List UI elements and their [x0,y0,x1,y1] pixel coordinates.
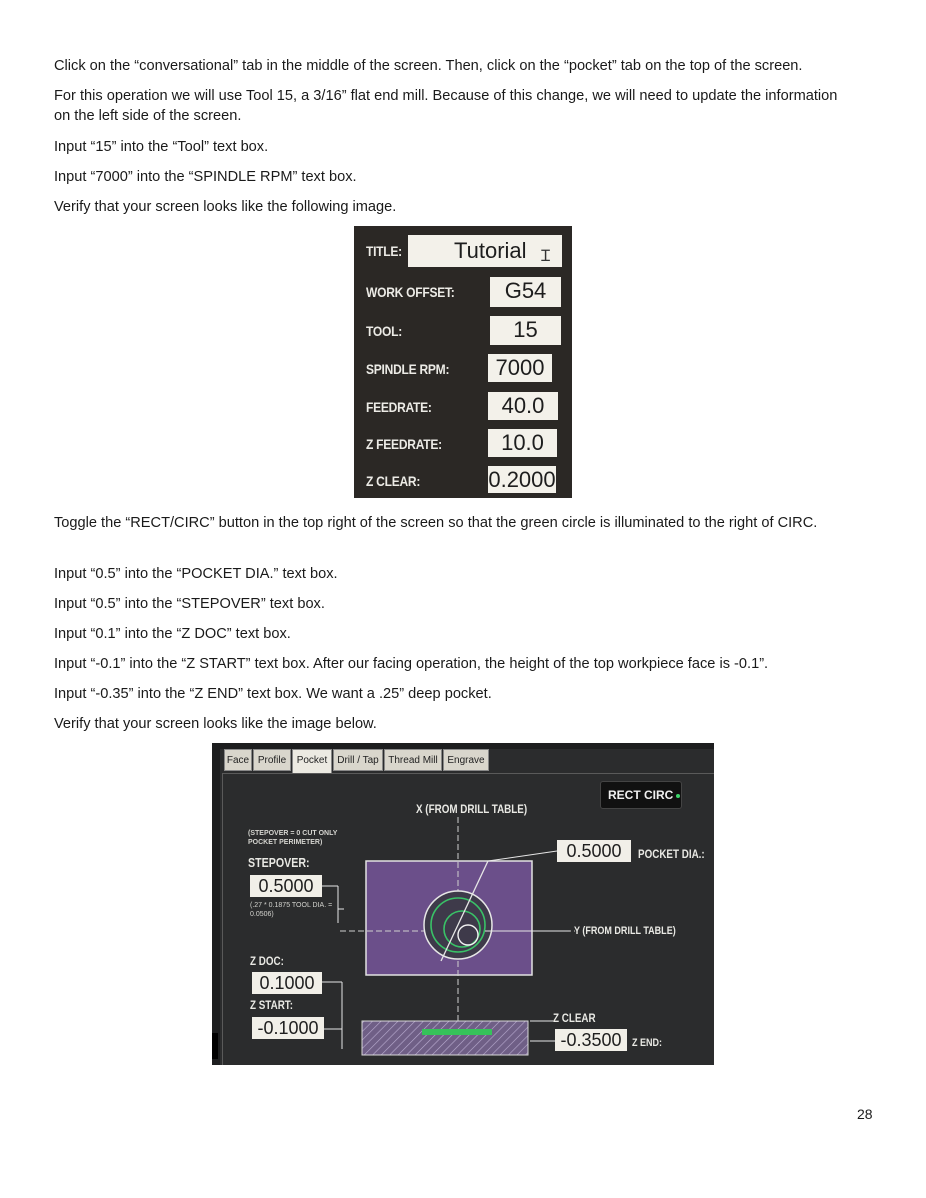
instruction-input-rpm: Input “7000” into the “SPINDLE RPM” text box. [54,169,357,185]
tool-field[interactable]: 15 [490,316,561,345]
pocket-screen [220,749,714,1065]
x-axis-label: X (FROM DRILL TABLE) [416,802,528,816]
circ-indicator-icon [676,794,680,798]
tool-label: TOOL: [366,323,402,339]
page-number: 28 [857,1106,873,1122]
pocket-screen-photo [212,743,714,1065]
tab-pocket[interactable]: Pocket [292,749,332,774]
z-start-field[interactable]: -0.1000 [252,1017,324,1039]
z-clear-label-screen: Z CLEAR [553,1011,596,1025]
work-offset-label: WORK OFFSET: [366,284,455,300]
instruction-input-pocket-dia: Input “0.5” into the “POCKET DIA.” text box. [54,566,338,582]
stepover-label: STEPOVER: [248,855,310,870]
tool-row [354,316,572,346]
instruction-verify-1: Verify that your screen looks like the following image. [54,199,397,215]
stepover-hint: (.27 * 0.1875 TOOL DIA. = 0.0506) [250,902,333,918]
feedrate-label: FEEDRATE: [366,399,432,415]
instruction-input-tool: Input “15” into the “Tool” text box. [54,139,269,155]
tab-drill-tap[interactable]: Drill / Tap [333,749,383,771]
spindle-rpm-row [354,354,572,384]
instruction-toggle-rect-circ: Toggle the “RECT/CIRC” button in the top right of the screen so that the green circle is illuminated to the right of CIRC. [54,515,818,531]
z-clear-label: Z CLEAR: [366,473,421,489]
instruction-input-z-doc: Input “0.1” into the “Z DOC” text box. [54,626,291,642]
rect-circ-toggle[interactable] [600,781,682,809]
text-cursor-icon: Ɪ [541,248,550,265]
pocket-dia-field[interactable]: 0.5000 [557,840,631,862]
tab-face[interactable]: Face [224,749,252,771]
pocket-dia-label: POCKET DIA.: [638,847,705,861]
title-label: TITLE: [366,243,402,259]
z-end-label: Z END: [632,1037,663,1049]
stepover-note: (STEPOVER = 0 CUT ONLY POCKET PERIMETER) [248,830,338,846]
title-field[interactable] [408,235,562,267]
z-doc-field[interactable]: 0.1000 [252,972,322,994]
z-feedrate-label: Z FEEDRATE: [366,436,442,452]
z-clear-row [354,466,572,496]
z-end-field[interactable]: -0.3500 [555,1029,627,1051]
tab-engrave[interactable]: Engrave [443,749,489,771]
instruction-conversational-tab: Click on the “conversational” tab in the middle of the screen. Then, click on the “pocket” tab on the top of the screen. [54,58,803,74]
instruction-input-stepover: Input “0.5” into the “STEPOVER” text box. [54,596,325,612]
instruction-input-z-start: Input “-0.1” into the “Z START” text box. After our facing operation, the height of the top workpiece face is -0.1”. [54,656,769,672]
spindle-rpm-field[interactable]: 7000 [488,354,552,382]
z-feedrate-row [354,429,572,459]
bezel-edge [212,1033,218,1059]
feedrate-field[interactable]: 40.0 [488,392,558,420]
tab-thread-mill[interactable]: Thread Mill [384,749,442,771]
z-doc-label: Z DOC: [250,954,284,968]
feedrate-row [354,392,572,422]
parameter-panel-photo [354,226,572,498]
tab-profile[interactable]: Profile [253,749,291,771]
work-offset-field[interactable]: G54 [490,277,561,307]
z-clear-field[interactable]: 0.2000 [488,467,556,492]
instruction-tool-change: For this operation we will use Tool 15, a 3/16” flat end mill. Because of this change, we will need to update the information on the left side of the screen. [54,88,838,124]
title-row [354,236,572,266]
work-offset-row [354,277,572,307]
z-start-label: Z START: [250,998,293,1012]
stepover-field[interactable]: 0.5000 [250,875,322,897]
y-axis-label: Y (FROM DRILL TABLE) [574,925,676,937]
rect-circ-label: RECT CIRC [608,788,674,802]
spindle-rpm-label: SPINDLE RPM: [366,361,450,377]
instruction-input-z-end: Input “-0.35” into the “Z END” text box. We want a .25” deep pocket. [54,686,492,702]
instruction-verify-2: Verify that your screen looks like the image below. [54,716,377,732]
z-feedrate-field[interactable]: 10.0 [488,429,557,457]
title-value: Tutorial [454,238,527,263]
